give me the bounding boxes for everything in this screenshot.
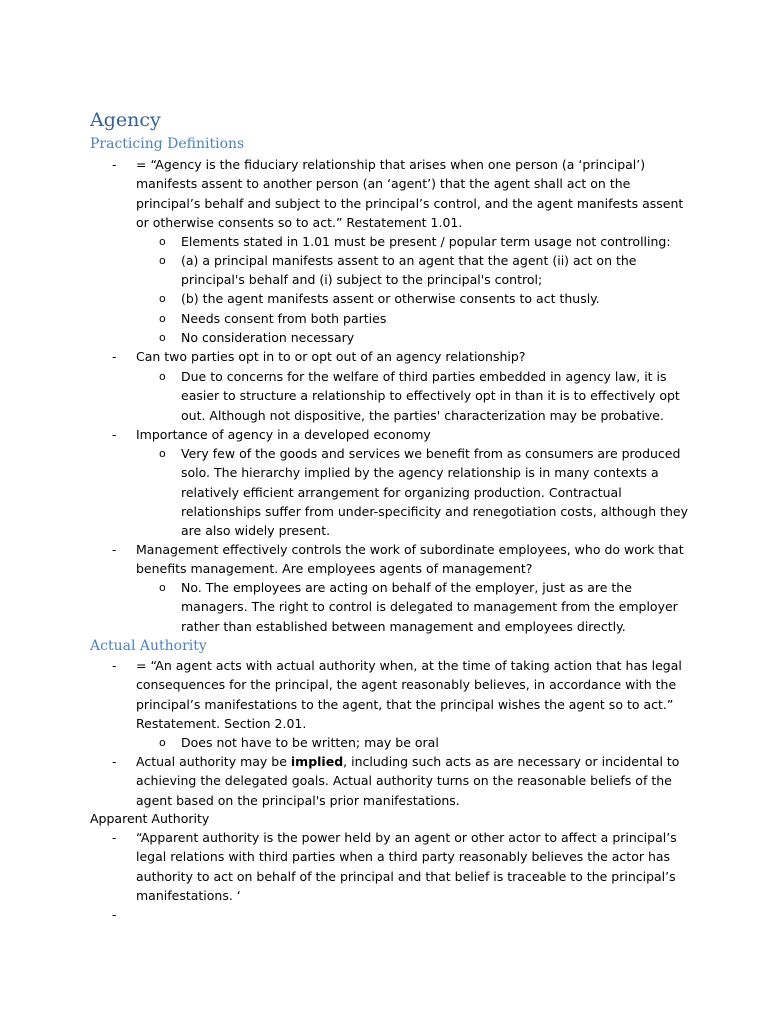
dash-bullet: - xyxy=(112,830,117,845)
circle-bullet: o xyxy=(159,312,166,325)
circle-bullet: o xyxy=(159,447,166,460)
bold-implied: implied xyxy=(290,754,344,769)
dash-bullet: - xyxy=(112,542,117,557)
dash-bullet: - xyxy=(112,349,117,364)
dash-bullet: - xyxy=(112,754,117,769)
heading-apparent-authority: Apparent Authority xyxy=(90,811,210,826)
list-item: - = “Agency is the fiduciary relationship that arises when one person (a ‘principal’) manifests assent to another person (an ‘agent’) that the agent shall act on the principal’s behalf and subject to the principal’s control, and the agent manifests assent or otherwise consents so to act.” Restatement 1.01. xyxy=(112,157,684,230)
list-item: - Can two parties opt in to or opt out of an agency relationship? xyxy=(136,347,681,366)
sub-list-item: o Due to concerns for the welfare of third parties embedded in agency law, it is easier to structure a relationship to effectively opt in than it is to effectively opt out. Although not dispositive, the parties' characterization may be probative. xyxy=(159,369,680,423)
list-item: - Management effectively controls the work of subordinate employees, who do work that benefits management. Are employees agents of management? xyxy=(112,542,684,577)
circle-bullet: o xyxy=(159,331,166,344)
circle-bullet: o xyxy=(159,235,166,248)
dash-bullet: - xyxy=(112,427,117,442)
circle-bullet: o xyxy=(159,292,166,305)
circle-bullet: o xyxy=(159,254,166,267)
circle-bullet: o xyxy=(159,370,166,383)
sub-list-item: o No. The employees are acting on behalf of the employer, just as are the managers. The right to control is delegated to management from the employer rather than established between management and employees directly. xyxy=(159,580,678,634)
sub-list-item: o (b) the agent manifests assent or otherwise consents to act thusly. xyxy=(181,289,681,308)
list-item: - Actual authority may be implied, including such acts as are necessary or incidental to achieving the delegated goals. Actual authority turns on the reasonable beliefs of the agent based on the principal's prior manifestations. xyxy=(112,754,680,808)
dash-bullet: - xyxy=(112,907,117,922)
sub-list-item: o Very few of the goods and services we benefit from as consumers are produced solo. The hierarchy implied by the agency relationship is in many contexts a relatively efficient arrangement for organizing production. Contractual relationships suffer from under-specificity and renegotiation costs, although they are also widely present. xyxy=(159,446,689,539)
doc-title: Agency xyxy=(90,109,161,131)
heading-actual-authority: Actual Authority xyxy=(90,638,207,654)
circle-bullet: o xyxy=(159,581,166,594)
list-item: - = “An agent acts with actual authority when, at the time of taking action that has legal consequences for the principal, the agent reasonably believes, in accordance with the principal’s manifestations to the agent, that the principal wishes the agent so to act.” Restatement. Section 2.01. xyxy=(112,658,682,731)
circle-bullet: o xyxy=(159,736,166,749)
sub-list-item: o Elements stated in 1.01 must be present / popular term usage not controlling: xyxy=(181,232,681,251)
sub-list-item: o Needs consent from both parties xyxy=(181,309,681,328)
sub-list-item: o Does not have to be written; may be oral xyxy=(181,733,681,752)
heading-practicing-definitions: Practicing Definitions xyxy=(90,136,245,152)
dash-bullet: - xyxy=(112,157,117,172)
dash-bullet: - xyxy=(112,658,117,673)
sub-list-item: o No consideration necessary xyxy=(181,328,681,347)
list-item: - “Apparent authority is the power held by an agent or other actor to affect a principal’s legal relations with third parties when a third party reasonably believes the actor has authority to act on behalf of the principal and that belief is traceable to the principal’s manifestations. ‘ xyxy=(112,830,677,903)
sub-list-item: o (a) a principal manifests assent to an agent that the agent (ii) act on the principal's behalf and (i) subject to the principal's control; xyxy=(159,253,637,288)
list-item: - Importance of agency in a developed economy xyxy=(136,425,681,444)
